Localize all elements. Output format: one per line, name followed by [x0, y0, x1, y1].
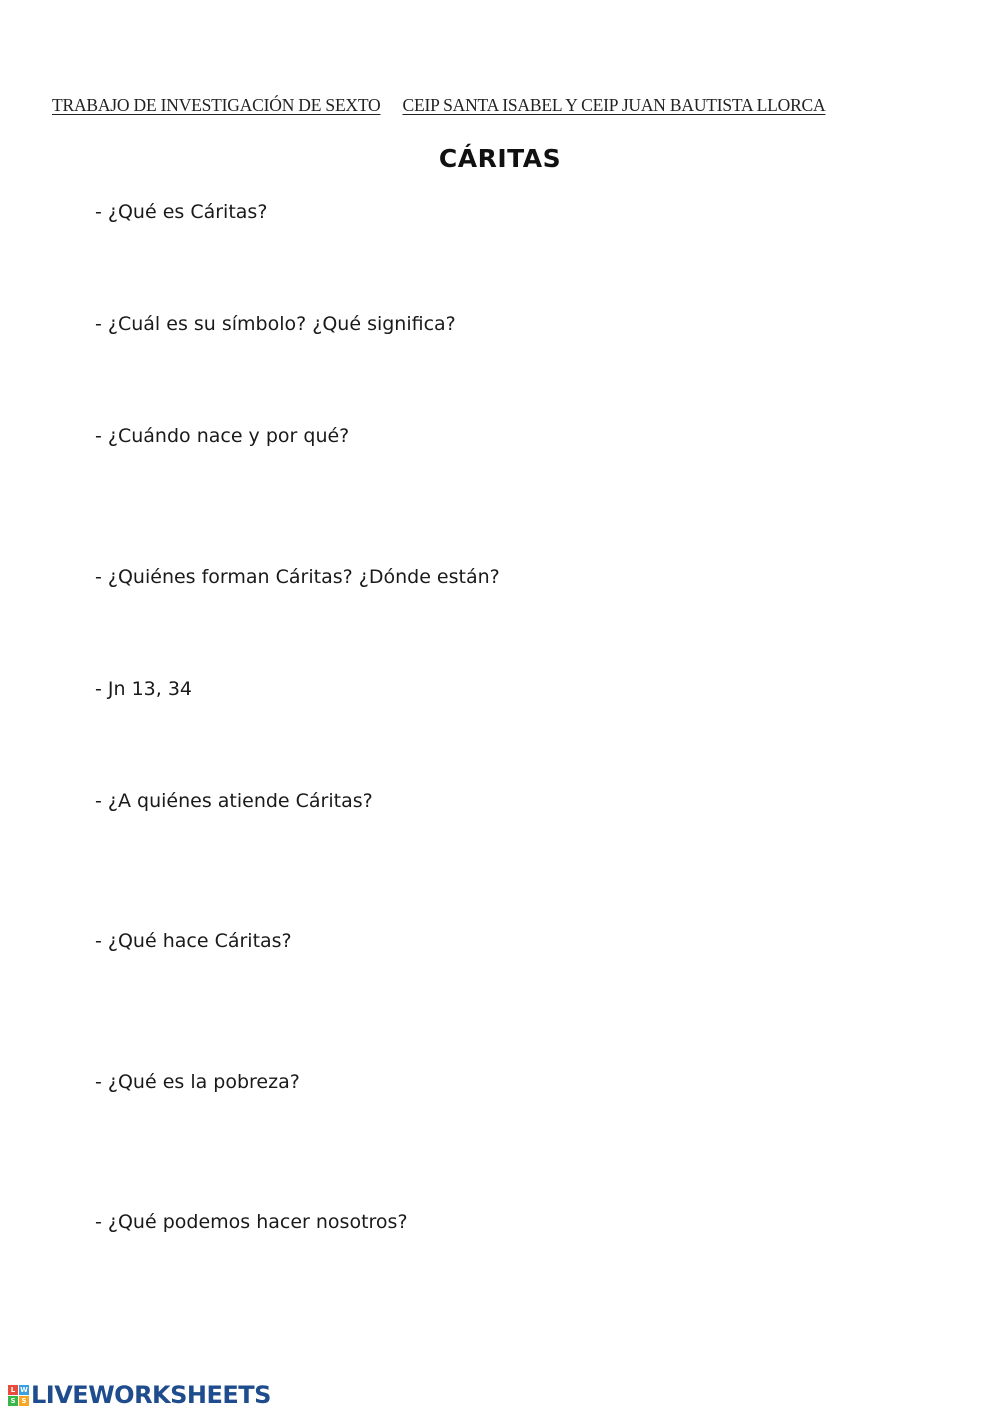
- logo-text: LIVEWORKSHEETS: [31, 1381, 271, 1409]
- question-2: - ¿Cuál es su símbolo? ¿Qué significa?: [95, 313, 456, 335]
- question-5: - Jn 13, 34: [95, 678, 193, 700]
- question-8: - ¿Qué es la pobreza?: [95, 1071, 300, 1093]
- question-7: - ¿Qué hace Cáritas?: [95, 930, 292, 952]
- logo-block-3: S: [8, 1396, 18, 1406]
- question-6: - ¿A quiénes atiende Cáritas?: [95, 790, 373, 812]
- logo-block-1: L: [8, 1385, 18, 1395]
- header-schools: CEIP SANTA ISABEL Y CEIP JUAN BAUTISTA LLORCA: [402, 95, 826, 115]
- liveworksheets-logo[interactable]: [8, 1380, 271, 1410]
- question-1: - ¿Qué es Cáritas?: [95, 201, 268, 223]
- liveworksheets-blocks-icon: [8, 1385, 29, 1406]
- logo-block-2: W: [20, 1385, 28, 1394]
- question-4: - ¿Quiénes forman Cáritas? ¿Dónde están?: [95, 566, 500, 588]
- header-course-title: TRABAJO DE INVESTIGACIÓN DE SEXTO: [52, 95, 381, 115]
- page-title: CÁRITAS: [438, 144, 562, 173]
- question-9: - ¿Qué podemos hacer nosotros?: [95, 1211, 408, 1233]
- logo-block-4: S: [19, 1396, 29, 1406]
- document-header: [52, 95, 894, 116]
- question-3: - ¿Cuándo nace y por qué?: [95, 425, 350, 447]
